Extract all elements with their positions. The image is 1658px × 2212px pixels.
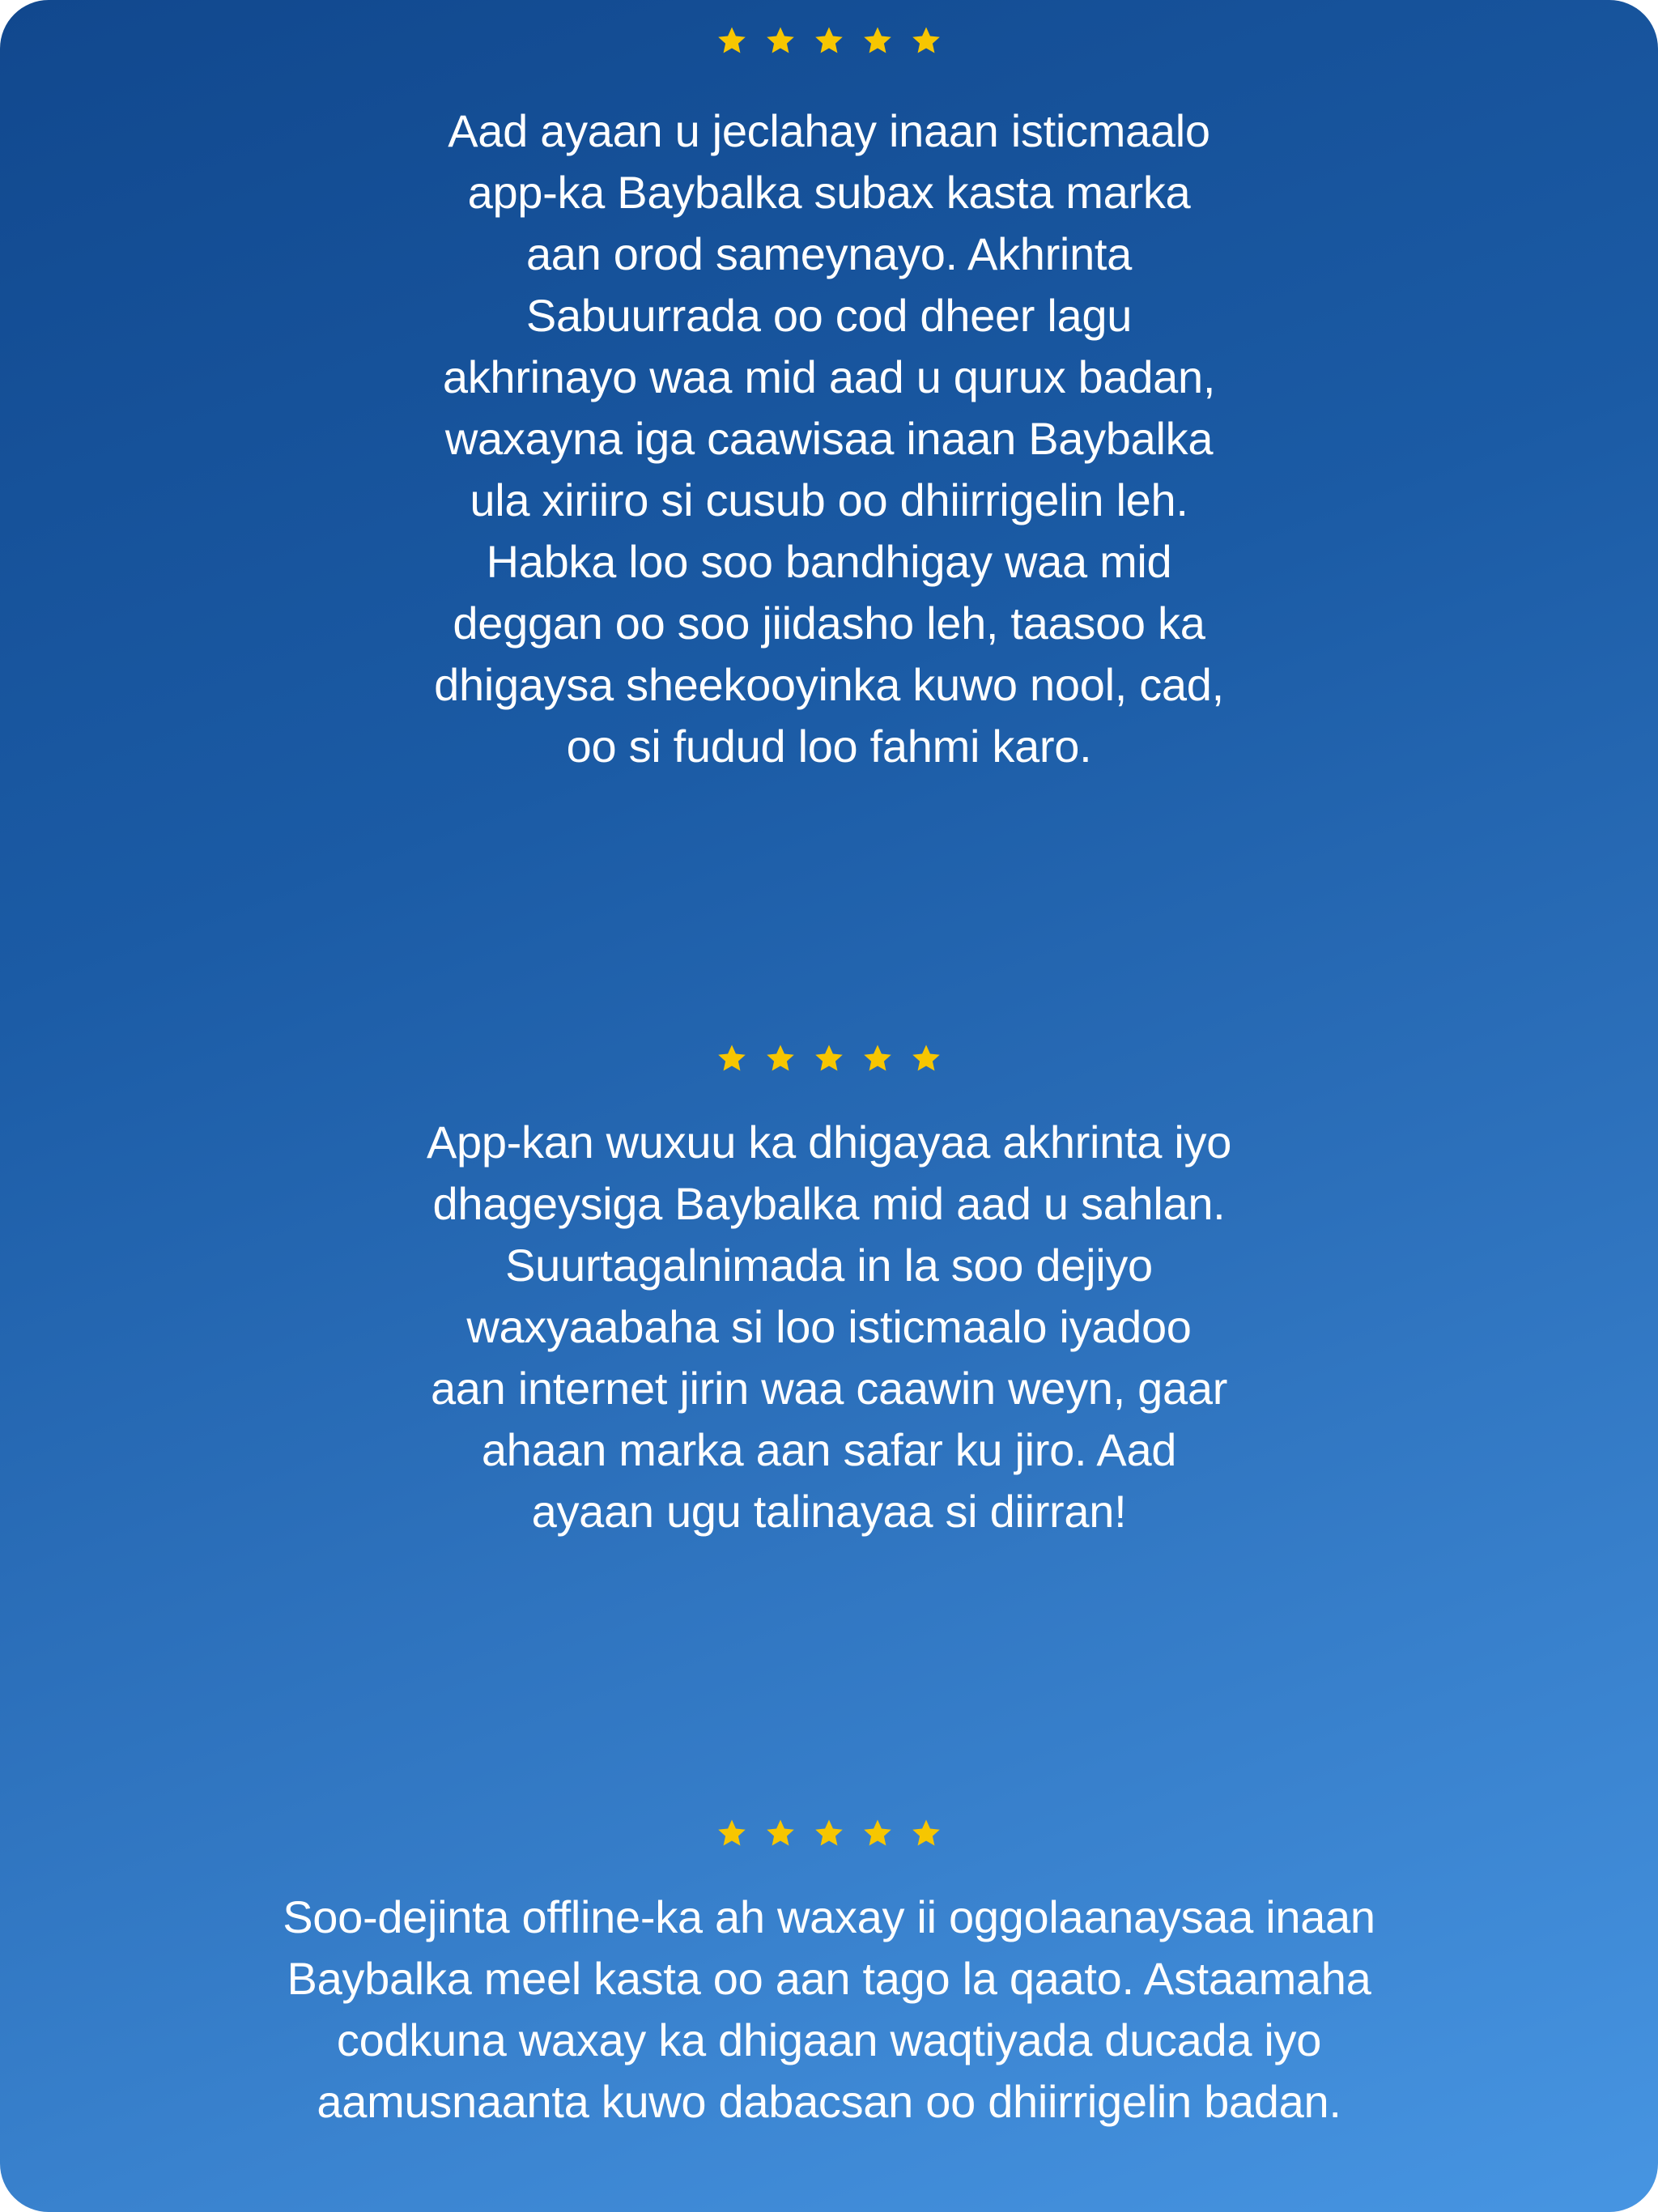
star-icon (814, 1818, 844, 1848)
star-icon (765, 1818, 796, 1848)
review-text: Soo-dejinta offline-ka ah waxay ii oggolaanaysaa inaan Baybalka meel kasta oo aan tago la qaato. Astaamaha codkuna waxay ka dhigaan waqtiyada ducada iyo aamusnaanta kuwo dabacsan oo dhiirrigelin badan. (283, 1891, 1375, 2127)
star-rating (716, 1815, 942, 1851)
review-text: Aad ayaan u jeclahay inaan isticmaalo app-ka Baybalka subax kasta marka aan orod sameynayo. Akhrinta Sabuurrada oo cod dheer lagu akhrinayo waa mid aad u qurux badan, waxayna iga caawisaa inaan Baybalka ula xiriiro si cusub oo dhiirrigelin leh. Habka loo soo bandhigay waa mid deggan oo soo jiidasho leh, taasoo ka dhigaysa sheekooyinka kuwo nool, cad, oo si fudud loo fahmi karo. (434, 105, 1224, 772)
star-icon (765, 1043, 796, 1074)
star-icon (862, 1818, 893, 1848)
star-rating (716, 23, 942, 58)
review-card (0, 1815, 1658, 2133)
review-text: App-kan wuxuu ka dhigayaa akhrinta iyo dhageysiga Baybalka mid aad u sahlan. Suurtagalnimada in la soo dejiyo waxyaabaha si loo isticmaalo iyadoo aan internet jirin waa caawin weyn, gaar ahaan marka aan safar ku jiro. Aad ayaan ugu talinayaa si diirran! (426, 1117, 1232, 1537)
star-icon (716, 1818, 747, 1848)
star-icon (814, 25, 844, 56)
star-icon (716, 1043, 747, 1074)
star-rating (716, 1040, 942, 1076)
review-card (0, 1040, 1658, 1542)
star-icon (862, 1043, 893, 1074)
review-card (0, 23, 1658, 777)
star-icon (911, 1043, 942, 1074)
star-icon (862, 25, 893, 56)
star-icon (765, 25, 796, 56)
star-icon (911, 25, 942, 56)
star-icon (911, 1818, 942, 1848)
star-icon (716, 25, 747, 56)
star-icon (814, 1043, 844, 1074)
